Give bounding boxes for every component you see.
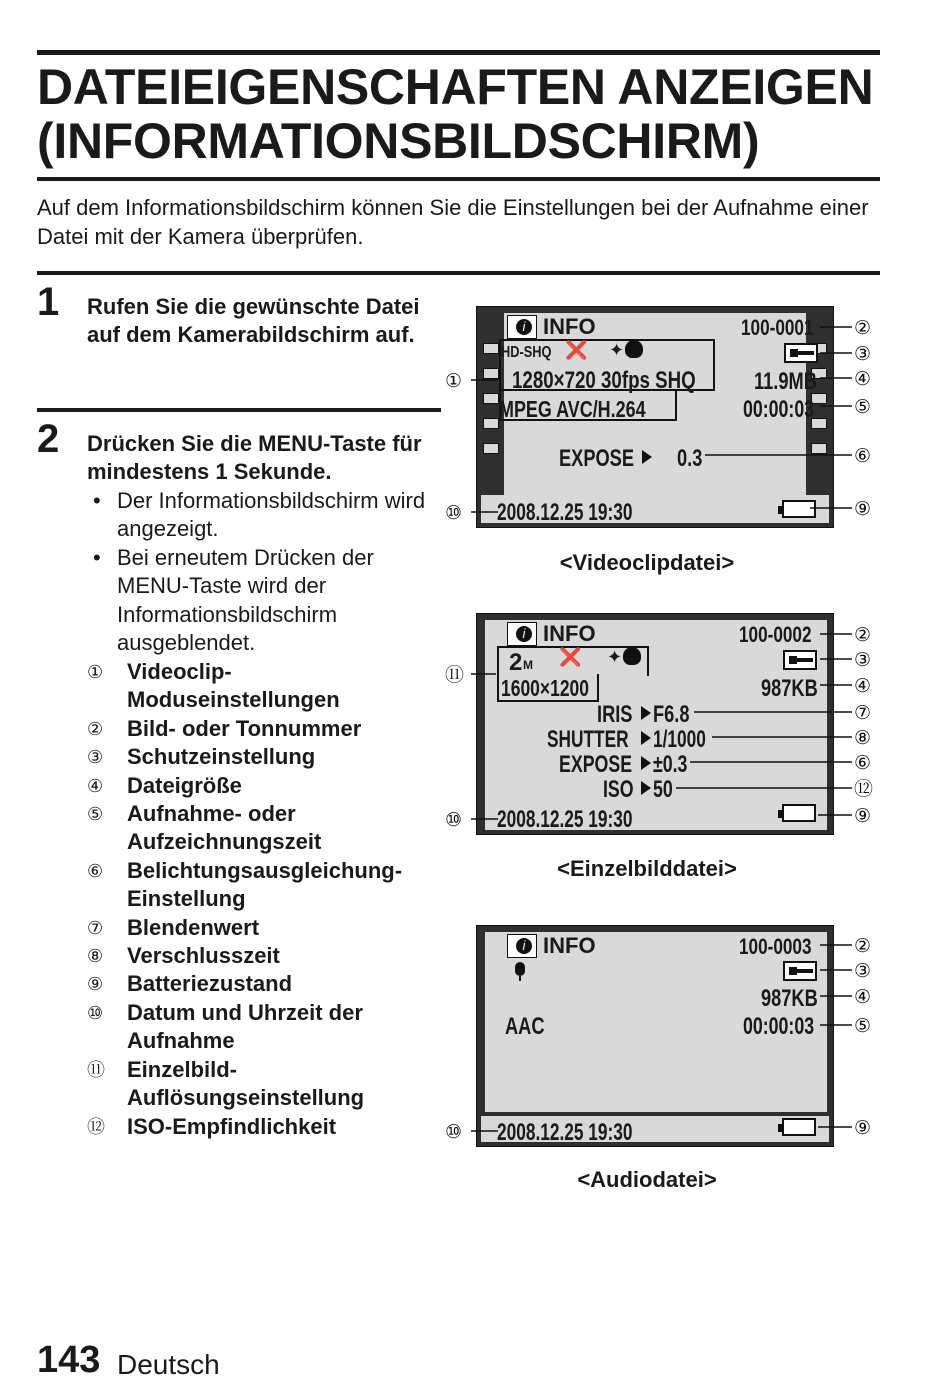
legend-item <box>87 658 447 715</box>
file-size: 987KB <box>761 675 818 702</box>
shutter-label: SHUTTER <box>547 726 629 753</box>
callout-10: ⑩ <box>445 1121 463 1143</box>
legend-item <box>87 715 447 743</box>
expose-label: EXPOSE <box>559 445 635 472</box>
shutter-value: 1/1000 <box>653 726 706 753</box>
legend-number: ⑤ <box>87 804 104 825</box>
callout-12: ⑫ <box>854 778 874 800</box>
legend-item <box>87 800 387 857</box>
bullet-dot: • <box>93 544 101 570</box>
date-time: 2008.12.25 19:30 <box>497 1119 633 1146</box>
video-callout-lines <box>440 300 880 530</box>
callout-2: ② <box>854 935 872 957</box>
callout-4: ④ <box>854 675 872 697</box>
legend-item <box>87 970 447 998</box>
page-title <box>37 60 897 168</box>
bullet-item <box>87 487 437 544</box>
legend-list <box>87 658 447 1141</box>
iso-label: ISO <box>603 776 634 803</box>
callout-11: ⑪ <box>445 664 465 686</box>
running-man-icon: ❌ <box>565 340 588 360</box>
legend-item <box>87 914 447 942</box>
callout-5: ⑤ <box>854 1015 872 1037</box>
callout-9: ⑨ <box>854 1117 872 1139</box>
legend-number: ② <box>87 718 104 739</box>
video-caption: <Videoclipdatei> <box>559 550 735 575</box>
legend-number: ⑨ <box>87 974 104 995</box>
callout-1: ① <box>445 370 463 392</box>
bullet-text: Bei erneutem Drücken der MENU-Taste wird der Informationsbildschirm ausgeblendet. <box>117 544 374 656</box>
legend-item <box>87 857 437 914</box>
legend-item <box>87 1113 447 1141</box>
step-1-number: 1 <box>37 280 60 324</box>
callout-10: ⑩ <box>445 809 463 831</box>
audio-caption: <Audiodatei> <box>577 1167 717 1192</box>
file-size: 11.9MB <box>754 368 817 395</box>
file-number: 100-0003 <box>739 934 812 959</box>
legend-item <box>87 772 447 800</box>
legend-label: Einzelbild-Auflösungseinstellung <box>127 1056 365 1111</box>
section-rule <box>37 271 880 275</box>
bullet-dot: • <box>93 488 101 513</box>
bullet-text: Der Informationsbildschirm wird angezeigt. <box>117 488 426 542</box>
legend-label: Dateigröße <box>127 772 242 798</box>
step-2-text: Drücken Sie die MENU-Taste für mindestens 1 Sekunde. <box>87 431 422 484</box>
legend-number: ① <box>87 662 104 682</box>
callout-3: ③ <box>854 343 872 365</box>
title-line-2: (INFORMATIONSBILDSCHIRM) <box>37 113 760 169</box>
still-caption: <Einzelbilddatei> <box>557 856 737 881</box>
still-callout-lines <box>440 607 880 837</box>
callout-8: ⑧ <box>854 727 872 749</box>
legend-number: ⑫ <box>87 1116 105 1137</box>
step-1-text: Rufen Sie die gewünschte Datei auf dem Kamerabildschirm auf. <box>87 294 420 347</box>
info-label: INFO <box>543 621 596 646</box>
file-size: 987KB <box>761 985 818 1012</box>
legend-label: Videoclip- Moduseinstellungen <box>127 659 340 713</box>
iso-value: 50 <box>653 776 673 803</box>
mode-label: HD-SHQ <box>501 344 552 361</box>
recording-time: 00:00:03 <box>743 1013 815 1040</box>
legend-item <box>87 942 447 970</box>
title-line-1: DATEIEIGENSCHAFTEN ANZEIGEN <box>37 59 874 115</box>
step-2-number: 2 <box>37 417 60 461</box>
info-icon: i <box>507 315 537 339</box>
legend-number: ③ <box>87 747 104 768</box>
callout-2: ② <box>854 317 872 339</box>
legend-label: Verschlusszeit <box>127 943 280 969</box>
legend-label: Bild- oder Tonnummer <box>127 715 362 741</box>
legend-label: Batteriezustand <box>127 971 293 997</box>
legend-label: Schutzeinstellung <box>127 744 316 770</box>
callout-5: ⑤ <box>854 396 872 418</box>
flash-scene-icon: ✦ <box>609 340 625 360</box>
legend-number: ⑩ <box>87 1002 104 1023</box>
legend-item <box>87 999 407 1056</box>
callout-4: ④ <box>854 986 872 1008</box>
callout-3: ③ <box>854 649 872 671</box>
callout-2: ② <box>854 624 872 646</box>
flash-scene-icon: ✦ <box>607 647 623 667</box>
bullet-item <box>87 544 437 658</box>
info-label: INFO <box>543 933 596 958</box>
step-2-bullets <box>87 487 437 657</box>
callout-6: ⑥ <box>854 445 872 467</box>
legend-label: Belichtungsausgleichung-Einstellung <box>127 857 403 912</box>
legend-label: Blendenwert <box>127 914 260 940</box>
audio-callout-lines <box>440 919 880 1149</box>
expose-value: ±0.3 <box>653 751 688 778</box>
still-resolution: 1600×1200 <box>501 675 589 701</box>
legend-number: ⑪ <box>87 1059 105 1080</box>
file-number: 100-0001 <box>741 315 814 340</box>
legend-number: ⑧ <box>87 946 104 967</box>
video-resolution: 1280×720 30fps SHQ <box>512 367 696 394</box>
expose-label: EXPOSE <box>559 751 633 778</box>
step-divider <box>37 408 441 412</box>
iris-value: F6.8 <box>653 701 690 728</box>
legend-number: ⑥ <box>87 860 104 881</box>
title-rule <box>37 177 880 181</box>
legend-number: ⑦ <box>87 917 104 938</box>
callout-6: ⑥ <box>854 752 872 774</box>
legend-number: ④ <box>87 775 104 796</box>
iris-label: IRIS <box>597 701 633 728</box>
callout-9: ⑨ <box>854 805 872 827</box>
callout-4: ④ <box>854 368 872 390</box>
legend-label: Aufnahme- oder Aufzeichnungszeit <box>127 801 322 855</box>
video-format: MPEG AVC/H.264 <box>499 396 646 422</box>
date-time: 2008.12.25 19:30 <box>497 806 633 833</box>
file-number: 100-0002 <box>739 622 812 647</box>
resolution-code: 2 <box>509 649 523 676</box>
info-label: INFO <box>543 314 596 339</box>
resolution-code-sub: M <box>523 658 533 672</box>
callout-3: ③ <box>854 960 872 982</box>
info-icon: i <box>507 934 537 958</box>
page-number: 143 <box>37 1339 101 1381</box>
recording-time: 00:00:03 <box>743 396 815 423</box>
callout-7: ⑦ <box>854 702 872 724</box>
running-man-icon: ❌ <box>559 647 582 667</box>
intro-text: Auf dem Informationsbildschirm können Sie die Einstellungen bei der Aufnahme einer Datei mit der Kamera überprüfen. <box>37 195 869 249</box>
legend-label: Datum und Uhrzeit der Aufnahme <box>127 999 363 1054</box>
top-rule <box>37 50 880 55</box>
callout-10: ⑩ <box>445 502 463 524</box>
expose-value: 0.3 <box>677 445 703 472</box>
audio-codec: AAC <box>505 1013 545 1040</box>
legend-item <box>87 1056 407 1113</box>
callout-9: ⑨ <box>854 498 872 520</box>
legend-label: ISO-Empfindlichkeit <box>127 1113 337 1139</box>
info-icon: i <box>507 622 537 646</box>
language-label: Deutsch <box>117 1349 220 1380</box>
legend-item <box>87 743 447 771</box>
date-time: 2008.12.25 19:30 <box>497 499 633 526</box>
